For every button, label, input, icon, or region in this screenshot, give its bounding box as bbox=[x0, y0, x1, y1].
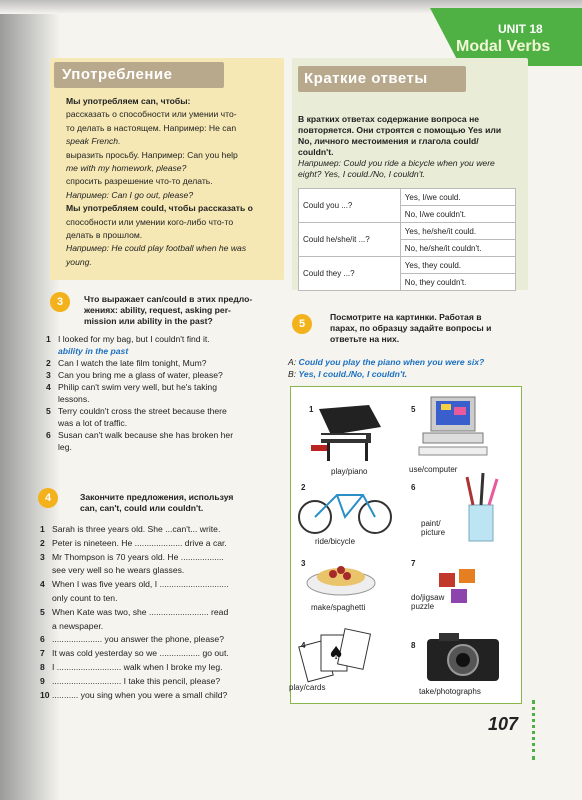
exercise-4-item: a newspaper. bbox=[52, 620, 104, 631]
picture-number: 5 bbox=[411, 405, 416, 414]
exercise-5-instruction: парах, по образцу задайте вопросы и bbox=[330, 323, 492, 333]
item-number: 5 bbox=[40, 606, 45, 617]
exercise-5-badge: 5 bbox=[292, 314, 312, 334]
exercise-4-badge: 4 bbox=[38, 488, 58, 508]
item-number: 7 bbox=[40, 648, 45, 659]
exercise-4-instruction: Закончите предложения, используя bbox=[80, 492, 234, 502]
bicycle-image bbox=[299, 495, 391, 533]
item-number: 2 bbox=[40, 537, 45, 548]
picture-number: 7 bbox=[411, 559, 416, 568]
table-question: Could they ...? bbox=[299, 257, 401, 291]
short-heading: Краткие ответы bbox=[304, 70, 428, 87]
item-number: 2 bbox=[46, 358, 51, 368]
dialogue-b: Yes, I could./No, I couldn't. bbox=[298, 369, 408, 379]
item-number: 9 bbox=[40, 675, 45, 686]
dialogue-a-label: A: bbox=[288, 357, 297, 367]
picture-number: 2 bbox=[301, 483, 306, 492]
table-answer-no: No, he/she/it couldn't. bbox=[400, 240, 515, 257]
exercise-3-item: leg. bbox=[58, 442, 72, 452]
picture-caption: play/piano bbox=[331, 467, 368, 476]
usage-line: то делать в настоящем. Например: He can bbox=[66, 122, 237, 133]
usage-line: speak French. bbox=[66, 136, 121, 147]
exercise-4-item: see very well so he wears glasses. bbox=[52, 565, 185, 576]
exercise-4-item: It was cold yesterday so we ................. go out. bbox=[52, 648, 229, 659]
camera-image bbox=[427, 633, 499, 681]
picture-caption: use/computer bbox=[409, 465, 458, 474]
item-number: 1 bbox=[40, 524, 45, 534]
exercise-3-item: Terry couldn't cross the street because there bbox=[58, 406, 227, 416]
unit-subtitle: Modal Verbs bbox=[456, 38, 551, 55]
item-number: 6 bbox=[40, 634, 45, 645]
table-answer-no: No, I/we couldn't. bbox=[400, 206, 515, 223]
exercise-3-instruction: жениях: ability, request, asking per- bbox=[84, 305, 231, 315]
exercise-4-item: I ........................... walk when I broke my leg. bbox=[52, 662, 223, 672]
item-number: 6 bbox=[46, 430, 51, 440]
exercise-3-item: Can you bring me a glass of water, please? bbox=[58, 370, 223, 380]
usage-line: спросить разрешение что-то делать. bbox=[66, 176, 213, 187]
item-number: 4 bbox=[40, 579, 45, 590]
exercise-4-item: ..................... you answer the phone, please? bbox=[52, 634, 224, 645]
exercise-4-item: Sarah is three years old. She ...can't... write. bbox=[52, 524, 221, 534]
short-line: повторяется. Они строятся с помощью Yes или bbox=[298, 125, 502, 135]
cards-image bbox=[299, 629, 371, 682]
table-answer-yes: Yes, they could. bbox=[400, 257, 515, 274]
piano-image bbox=[311, 405, 381, 461]
exercise-5-instruction: ответьте на них. bbox=[330, 334, 400, 344]
picture-number: 8 bbox=[411, 641, 416, 650]
computer-image bbox=[419, 397, 487, 455]
short-line: eight? Yes, I could./No, I couldn't. bbox=[298, 169, 426, 179]
exercise-3-item: Philip can't swim very well, but he's taking bbox=[58, 382, 217, 392]
table-row bbox=[299, 223, 516, 240]
picture-caption: do/jigsaw puzzle bbox=[411, 593, 445, 611]
short-line: No, личного местоимения и глагола could/ bbox=[298, 136, 479, 146]
picture-number: 4 bbox=[301, 641, 306, 650]
table-row bbox=[299, 189, 516, 206]
unit-title: UNIT 18 bbox=[498, 22, 543, 36]
item-number: 5 bbox=[46, 406, 51, 416]
pictures-frame bbox=[290, 386, 522, 704]
exercise-4-item: When I was five years old, I ............................. bbox=[52, 579, 229, 590]
paints-image bbox=[467, 473, 497, 541]
usage-line: делать в прошлом. bbox=[66, 230, 143, 240]
dialogue-b-label: B: bbox=[288, 369, 297, 379]
short-line: Например: Could you ride a bicycle when you were bbox=[298, 158, 495, 168]
exercise-4-instruction: can, can't, could или couldn't. bbox=[80, 503, 204, 513]
exercise-3-instruction: mission или ability in the past? bbox=[84, 316, 213, 326]
exercise-4-item: only count to ten. bbox=[52, 593, 118, 603]
usage-line: Мы употребляем can, чтобы: bbox=[66, 96, 191, 106]
usage-line: young. bbox=[66, 256, 92, 267]
usage-line: me with my homework, please? bbox=[66, 163, 187, 173]
item-number: 1 bbox=[46, 334, 51, 344]
item-number: 3 bbox=[46, 370, 51, 380]
exercise-3-item: lessons. bbox=[58, 394, 90, 404]
exercise-3-item: I looked for my bag, but I couldn't find it. bbox=[58, 334, 210, 344]
exercise-3-item: Can I watch the late film tonight, Mum? bbox=[58, 358, 207, 368]
exercise-3-item: was a lot of traffic. bbox=[58, 418, 128, 428]
table-answer-yes: Yes, he/she/it could. bbox=[400, 223, 515, 240]
spaghetti-image bbox=[307, 566, 375, 595]
picture-caption: paint/ picture bbox=[421, 519, 446, 537]
exercise-3-badge: 3 bbox=[50, 292, 70, 312]
table-question: Could he/she/it ...? bbox=[299, 223, 401, 257]
short-line: couldn't. bbox=[298, 147, 334, 157]
picture-number: 1 bbox=[309, 405, 314, 414]
picture-caption: take/photographs bbox=[419, 687, 481, 696]
item-number: 4 bbox=[46, 382, 51, 392]
puzzle-image bbox=[439, 569, 475, 603]
exercise-3-item: Susan can't walk because she has broken her bbox=[58, 430, 234, 440]
item-number: 8 bbox=[40, 662, 45, 672]
exercise-3-instruction: Что выражает can/could в этих предло- bbox=[84, 294, 253, 304]
svg-text:♠: ♠ bbox=[328, 643, 345, 664]
table-question: Could you ...? bbox=[299, 189, 401, 223]
usage-line: рассказать о способности или умении что- bbox=[66, 109, 237, 120]
picture-caption: play/cards bbox=[289, 683, 326, 692]
exercise-4-item: Mr Thompson is 70 years old. He .................. bbox=[52, 551, 224, 562]
usage-line: Например: He could play football when he was bbox=[66, 243, 247, 254]
table-answer-no: No, they couldn't. bbox=[400, 274, 515, 291]
usage-line: Мы употребляем could, чтобы рассказать о bbox=[66, 203, 253, 214]
picture-caption: ride/bicycle bbox=[315, 537, 356, 546]
picture-caption: make/spaghetti bbox=[311, 603, 366, 612]
exercise-4-item: When Kate was two, she ......................... read bbox=[52, 606, 229, 617]
table-row bbox=[299, 257, 516, 274]
exercise-4-item: Peter is nineteen. He .................... drive a car. bbox=[52, 537, 227, 548]
picture-number: 6 bbox=[411, 483, 416, 492]
exercise-3-item: ability in the past bbox=[58, 346, 129, 356]
short-line: В кратких ответах содержание вопроса не bbox=[298, 114, 480, 124]
exercise-4-item: ............................. I take this pencil, please? bbox=[52, 675, 221, 686]
item-number: 10 bbox=[40, 689, 50, 700]
short-answers-table bbox=[298, 188, 516, 291]
usage-line: Например: Can I go out, please? bbox=[66, 189, 194, 200]
usage-heading: Употребление bbox=[62, 66, 173, 83]
page-number: 107 bbox=[488, 714, 519, 734]
exercise-4-item: ........... you sing when you were a small child? bbox=[52, 689, 228, 700]
exercise-5-instruction: Посмотрите на картинки. Работая в bbox=[330, 312, 482, 322]
usage-line: способности или умении кого-либо что-то bbox=[66, 216, 234, 227]
item-number: 3 bbox=[40, 551, 45, 562]
usage-line: выразить просьбу. Например: Can you help bbox=[66, 149, 238, 160]
table-answer-yes: Yes, I/we could. bbox=[400, 189, 515, 206]
picture-number: 3 bbox=[301, 559, 306, 568]
dialogue-a: Could you play the piano when you were six? bbox=[298, 357, 485, 367]
page-edge-dots bbox=[532, 700, 539, 760]
